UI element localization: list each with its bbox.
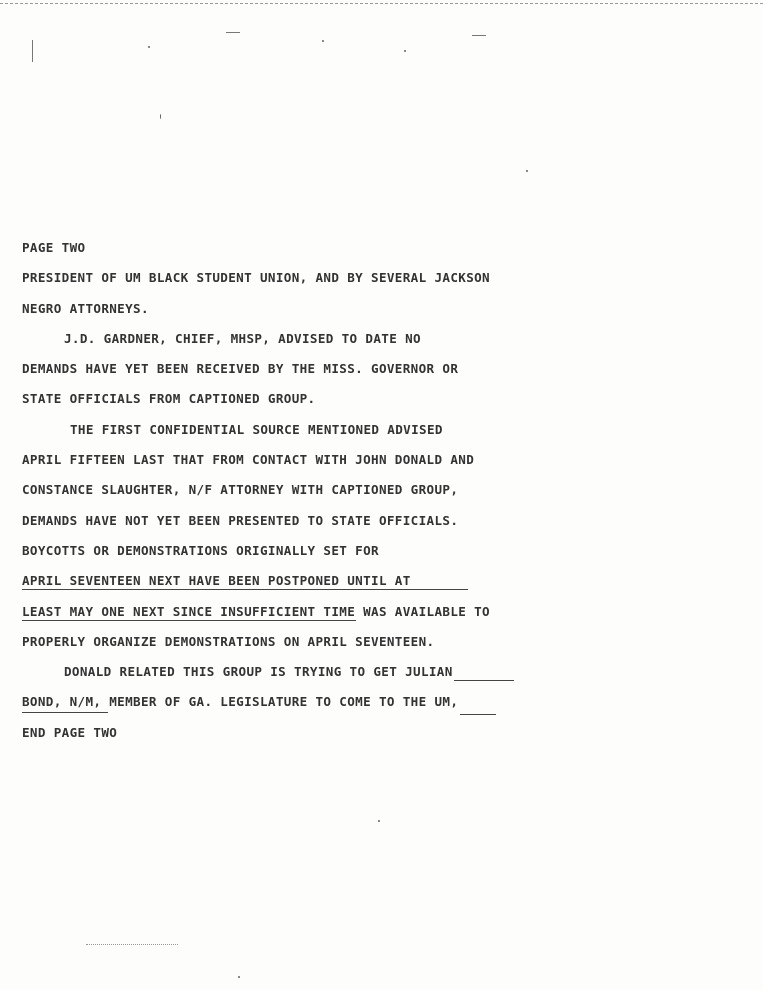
scan-speck — [378, 820, 380, 822]
text-line: BOYCOTTS OR DEMONSTRATIONS ORIGINALLY SET FOR — [22, 542, 379, 558]
scan-speck — [322, 40, 324, 42]
text-line: J.D. GARDNER, CHIEF, MHSP, ADVISED TO DATE NO — [64, 330, 421, 346]
scan-speck — [160, 114, 161, 119]
handwritten-underline — [22, 589, 468, 590]
teletype-text — [22, 238, 742, 753]
text-line: PRESIDENT OF UM BLACK STUDENT UNION, AND BY SEVERAL JACKSON — [22, 270, 490, 286]
scan-speck — [526, 170, 528, 172]
text-line: DEMANDS HAVE YET BEEN RECEIVED BY THE MISS. GOVERNOR OR — [22, 361, 459, 377]
text-line: PROPERLY ORGANIZE DEMONSTRATIONS ON APRIL SEVENTEEN. — [22, 633, 435, 649]
text-line: DEMANDS HAVE NOT YET BEEN PRESENTED TO STATE OFFICIALS. — [22, 512, 459, 528]
handwritten-underline — [22, 620, 356, 621]
text-line: CONSTANCE SLAUGHTER, N/F ATTORNEY WITH CAPTIONED GROUP, — [22, 482, 459, 498]
handwritten-underline — [22, 712, 108, 713]
underlined-text-line: APRIL SEVENTEEN NEXT HAVE BEEN POSTPONED UNTIL AT — [22, 573, 411, 589]
text-line: APRIL FIFTEEN LAST THAT FROM CONTACT WITH JOHN DONALD AND — [22, 452, 475, 468]
scan-mark — [472, 35, 486, 36]
text-line: STATE OFFICIALS FROM CAPTIONED GROUP. — [22, 391, 316, 407]
text-line: BOND, N/M, MEMBER OF GA. LEGISLATURE TO COME TO THE UM, — [22, 694, 459, 710]
scan-speck — [238, 976, 240, 978]
scan-mark — [86, 944, 178, 945]
scan-mark — [226, 32, 240, 33]
scan-speck — [148, 46, 150, 48]
text-line: DONALD RELATED THIS GROUP IS TRYING TO GET JULIAN — [64, 664, 453, 680]
text-line: NEGRO ATTORNEYS. — [22, 300, 149, 316]
handwritten-underline — [454, 680, 514, 681]
scan-mark — [32, 40, 33, 62]
handwritten-underline — [460, 714, 496, 715]
underlined-text-line: LEAST MAY ONE NEXT SINCE INSUFFICIENT TIME WAS AVAILABLE TO — [22, 603, 490, 619]
page-header: PAGE TWO — [22, 240, 86, 255]
scan-speck — [404, 50, 406, 52]
page-footer: END PAGE TWO — [22, 724, 118, 740]
text-line: THE FIRST CONFIDENTIAL SOURCE MENTIONED ADVISED — [70, 421, 443, 437]
page-top-border — [0, 3, 763, 4]
